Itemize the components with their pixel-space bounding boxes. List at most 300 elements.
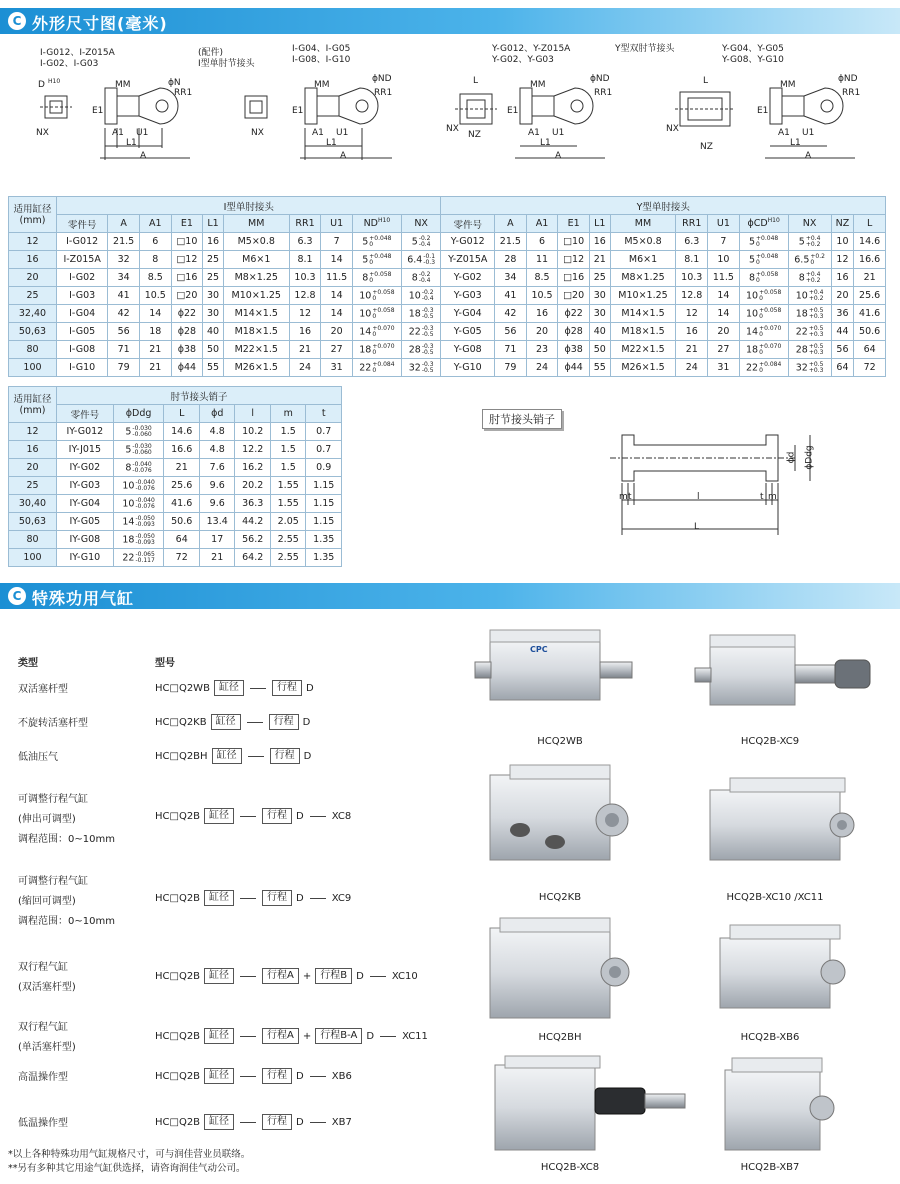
pin-l-cell: 56.2 — [235, 531, 271, 549]
pin-label-L: L — [694, 522, 700, 532]
tol-upper: -0.050 — [135, 532, 155, 540]
l-cell: 25.6 — [854, 287, 886, 305]
part-cell: IY-G10 — [57, 549, 114, 567]
part-cell: IY-G02 — [57, 459, 114, 477]
i-nd-cell — [352, 233, 401, 251]
tol-upper: +0.048 — [756, 234, 779, 242]
special-model-code — [155, 680, 314, 696]
label-MM: MM — [115, 80, 131, 90]
y-nx-cell — [788, 287, 831, 305]
i-cell: 21 — [139, 359, 171, 377]
y-cell: Y-G02 — [441, 269, 495, 287]
y-cell: 20 — [526, 323, 558, 341]
model-tail: D — [296, 1116, 304, 1128]
table-row — [9, 531, 342, 549]
tol-lower: +0.2 — [808, 294, 824, 302]
y-cell: ϕ44 — [558, 359, 590, 377]
tol-base: 6.5 — [794, 254, 810, 265]
y-nx-cell — [788, 359, 831, 377]
pin-m-cell: 2.05 — [270, 513, 306, 531]
i-cell: 21 — [289, 341, 321, 359]
i-nd-cell — [352, 287, 401, 305]
label-H10: H10 — [48, 78, 61, 85]
tol-upper: +0.5 — [808, 324, 824, 332]
label-L1-4: L1 — [790, 138, 801, 148]
i-cell: □10 — [171, 233, 203, 251]
y-cell: 10 — [708, 251, 740, 269]
label-A-4: A — [805, 151, 812, 161]
tol-upper: +0.084 — [759, 360, 782, 368]
y-models2-label: Y-G04、Y-G05 Y-G08、Y-G10 — [722, 44, 784, 65]
i-col-header: E1 — [171, 215, 203, 233]
tol-lower: -0.093 — [135, 538, 155, 546]
tol-upper: +0.058 — [369, 270, 392, 278]
tol-range — [422, 326, 434, 338]
y-cell: 8.1 — [676, 251, 708, 269]
model-tail: D — [296, 810, 304, 822]
nz-cell: 20 — [831, 287, 854, 305]
pin-m-cell: 1.5 — [270, 441, 306, 459]
tol-range — [372, 290, 394, 302]
photo-hcq2b-xb7 — [725, 1058, 834, 1150]
pin-t-cell: 1.15 — [306, 477, 342, 495]
label-RR1: RR1 — [174, 88, 193, 98]
tol-range — [135, 552, 154, 564]
tol-lower: -0.076 — [135, 484, 155, 492]
ddg-cell — [113, 495, 164, 513]
photo-hcq2b-xc9 — [695, 635, 870, 705]
i-nd-cell — [352, 341, 401, 359]
tol-lower: 0 — [372, 366, 377, 374]
tol-range — [809, 344, 824, 356]
col-model: 型号 — [155, 658, 175, 669]
table-row — [9, 305, 886, 323]
model-prefix: HC□Q2B — [155, 810, 201, 822]
y-cell: 21.5 — [495, 233, 527, 251]
stroke-box: 行程 — [269, 714, 299, 730]
i-nx-cell — [401, 341, 441, 359]
tol-range — [369, 272, 391, 284]
tol-base: 5 — [362, 254, 369, 265]
tol-range — [372, 362, 394, 374]
y-cell: 23 — [526, 341, 558, 359]
pin-d-cell: 7.6 — [199, 459, 235, 477]
tol-lower: -0.060 — [132, 448, 152, 456]
tol-range — [132, 462, 151, 474]
table-row — [9, 233, 886, 251]
pin-group-header: 肘节接头销子 — [57, 387, 342, 405]
i-cell: 34 — [108, 269, 140, 287]
i-cell: 7 — [321, 233, 353, 251]
y-cell: 14 — [708, 305, 740, 323]
i-cell: 41 — [108, 287, 140, 305]
y-cell: 71 — [495, 341, 527, 359]
i-cell: 8.5 — [139, 269, 171, 287]
i-col-header: A1 — [139, 215, 171, 233]
special-type-label: 双行程气缸 — [18, 1022, 68, 1033]
dash — [380, 1036, 396, 1037]
tol-upper: -0.2 — [421, 288, 434, 296]
pin-label-m: m — [619, 492, 628, 502]
y-cell: 20 — [708, 323, 740, 341]
ddg-cell — [113, 477, 164, 495]
model-prefix: HC□Q2BH — [155, 750, 208, 762]
tol-range — [759, 344, 781, 356]
tol-base: 18 — [359, 344, 372, 355]
label-MM-3: MM — [530, 80, 546, 90]
bore-box: 缸径 — [204, 1068, 234, 1084]
y-col-header: MM — [610, 215, 676, 233]
table-row — [9, 269, 886, 287]
y-cell: 50 — [589, 341, 610, 359]
tol-range — [135, 480, 154, 492]
pin-l-cell: 64.2 — [235, 549, 271, 567]
y-cell: 30 — [589, 287, 610, 305]
ddg-cell — [113, 423, 164, 441]
dash — [247, 722, 263, 723]
bore-cell: 12 — [9, 233, 57, 251]
y-cell: □12 — [558, 251, 590, 269]
nz-cell: 64 — [831, 359, 854, 377]
tol-range — [369, 236, 391, 248]
i-cell: M22×1.5 — [223, 341, 289, 359]
label-L1-3: L1 — [540, 138, 551, 148]
tol-base: 18 — [745, 344, 759, 355]
bore-cell: 100 — [9, 359, 57, 377]
tol-lower: 0 — [759, 312, 763, 320]
special-model-code — [155, 1114, 352, 1130]
tol-lower: -0.076 — [132, 466, 152, 474]
y-cell: □16 — [558, 269, 590, 287]
pin-t-cell: 1.15 — [306, 495, 342, 513]
y-cell: 11.5 — [708, 269, 740, 287]
tol-lower: +0.3 — [808, 330, 824, 338]
y-group-header: Y型单肘接头 — [441, 197, 886, 215]
bore-box: 缸径 — [204, 1028, 234, 1044]
special-type-label: 双活塞杆型 — [18, 684, 68, 695]
i-cell: 56 — [108, 323, 140, 341]
tol-base: 10 — [795, 290, 808, 301]
l-cell: 16.6 — [854, 251, 886, 269]
i-cell: I-G02 — [57, 269, 108, 287]
y-cell: 16 — [676, 323, 708, 341]
tol-range — [759, 290, 781, 302]
i-cell: M10×1.25 — [223, 287, 289, 305]
label-NZ-4: NZ — [700, 142, 713, 152]
tol-lower: 0 — [759, 348, 763, 356]
bore-cell: 25 — [9, 477, 57, 495]
label-RR1-3: RR1 — [594, 88, 613, 98]
tol-range — [422, 308, 434, 320]
tol-base: 14 — [745, 326, 759, 337]
y-cell: 41 — [495, 287, 527, 305]
i-cell: 10.5 — [139, 287, 171, 305]
pin-t-cell: 1.35 — [306, 531, 342, 549]
tol-upper: -0.030 — [132, 424, 152, 432]
l-cell: 14.6 — [854, 233, 886, 251]
tol-lower: +0.3 — [808, 348, 824, 356]
tol-lower: 0 — [756, 276, 760, 284]
tol-lower: 0 — [369, 240, 374, 248]
i-cell: 30 — [203, 287, 224, 305]
model-tail: D — [356, 970, 364, 982]
i-cell: 42 — [108, 305, 140, 323]
pin-t-cell: 1.15 — [306, 513, 342, 531]
joint-spec-table — [8, 196, 886, 377]
tol-base: 8 — [411, 272, 418, 283]
section-badge-icon: C — [8, 12, 26, 30]
tol-range — [422, 344, 434, 356]
bore-box: 缸径 — [212, 748, 242, 764]
label-A-2: A — [340, 151, 347, 161]
nd-sup: H10 — [378, 217, 391, 225]
i-cell: 8 — [139, 251, 171, 269]
tol-upper: -0.040 — [132, 460, 152, 468]
tol-range — [372, 308, 394, 320]
tol-base: 5 — [748, 254, 756, 265]
pin-L-cell: 50.6 — [164, 513, 200, 531]
label-U1: U1 — [136, 128, 149, 138]
special-type-label: (双活塞杆型) — [18, 982, 76, 993]
y-cell: Y-G04 — [441, 305, 495, 323]
ddg-cell — [113, 459, 164, 477]
pin-label-phid: ϕd — [786, 451, 797, 464]
label-MM-4: MM — [780, 80, 796, 90]
dash — [310, 898, 326, 899]
tol-lower: 0 — [756, 240, 760, 248]
i-cell: 71 — [108, 341, 140, 359]
i-group-header: I型单肘接头 — [57, 197, 441, 215]
table-row — [9, 477, 342, 495]
label-A1-3: A1 — [528, 128, 540, 138]
bore-cell: 30,40 — [9, 495, 57, 513]
bore-box: 缸径 — [204, 968, 234, 984]
tol-upper: -0.030 — [132, 442, 152, 450]
i-cell: 25 — [203, 269, 224, 287]
y-col-header: ϕCD$^{H10}$ — [739, 215, 788, 233]
y-cell: 40 — [589, 323, 610, 341]
tol-lower: 0 — [372, 330, 377, 338]
tol-upper: -0.065 — [135, 550, 155, 558]
pin-col-header: t — [306, 405, 342, 423]
dash — [240, 1076, 256, 1077]
tol-upper: -0.050 — [135, 514, 155, 522]
pin-L-cell: 64 — [164, 531, 200, 549]
special-model-code — [155, 808, 351, 824]
tol-range — [132, 426, 151, 438]
pin-L-cell: 16.6 — [164, 441, 200, 459]
y-cell: ϕ22 — [558, 305, 590, 323]
tol-range — [419, 236, 431, 248]
y-cell: 12.8 — [676, 287, 708, 305]
i-cell: 27 — [321, 341, 353, 359]
tol-base: 5 — [798, 236, 805, 247]
pin-col-header: 零件号 — [57, 405, 114, 423]
i-nx-cell — [401, 287, 441, 305]
tol-lower: 0 — [759, 294, 763, 302]
brand-logo: CPC — [530, 645, 548, 654]
label-E1-4: E1 — [757, 106, 769, 116]
tol-base: 5 — [748, 236, 756, 247]
pin-spec-table — [8, 386, 342, 567]
pin-d-cell: 13.4 — [199, 513, 235, 531]
section-header-dimensions — [0, 8, 900, 34]
model-prefix: HC□Q2B — [155, 1030, 201, 1042]
i-cell: M6×1 — [223, 251, 289, 269]
tol-range — [372, 326, 394, 338]
i-cell: M18×1.5 — [223, 323, 289, 341]
model-prefix: HC□Q2KB — [155, 716, 207, 728]
dash — [240, 1122, 256, 1123]
tol-range — [132, 444, 151, 456]
pin-label-t2: t — [760, 492, 764, 502]
photo-hcq2b-xb6 — [720, 925, 845, 1008]
pin-col-header: ϕDdg — [113, 405, 164, 423]
i-cell: I-G08 — [57, 341, 108, 359]
tol-lower: -0.060 — [132, 430, 152, 438]
i-cell: 16 — [203, 233, 224, 251]
i-cell: ϕ22 — [171, 305, 203, 323]
tol-lower: -0.117 — [135, 556, 155, 564]
y-cell: □10 — [558, 233, 590, 251]
label-NX-2: NX — [251, 128, 264, 138]
y-cell: 16 — [589, 233, 610, 251]
table-row — [9, 513, 342, 531]
caption-hcq2b-xb7: HCQ2B-XB7 — [740, 1162, 800, 1173]
tol-range — [369, 254, 391, 266]
stroke-box: 行程 — [262, 890, 292, 906]
pin-d-cell: 21 — [199, 549, 235, 567]
tol-upper: +0.058 — [759, 288, 782, 296]
i-col-header: MM — [223, 215, 289, 233]
pin-L-cell: 72 — [164, 549, 200, 567]
y-cell: M18×1.5 — [610, 323, 676, 341]
y-cell: Y-G03 — [441, 287, 495, 305]
label-U1-3: U1 — [552, 128, 565, 138]
tol-range — [422, 290, 434, 302]
label-NZ: NZ — [468, 130, 481, 140]
special-type-label: 调程范围：0~10mm — [18, 834, 115, 845]
y-col-header: L — [854, 215, 886, 233]
y-models-label: Y-G012、Y-Z015A Y-G02、Y-G03 — [492, 44, 571, 65]
tol-base: 10 — [745, 308, 759, 319]
pin-d-cell: 17 — [199, 531, 235, 549]
plus-sign: + — [302, 970, 312, 982]
y-cd-cell — [739, 251, 788, 269]
label-L1-2: L1 — [326, 138, 337, 148]
y-cell: 6 — [526, 233, 558, 251]
tol-upper: +0.5 — [808, 342, 824, 350]
pin-m-cell: 2.55 — [270, 531, 306, 549]
bore-cell: 80 — [9, 531, 57, 549]
label-E1-2: E1 — [292, 106, 304, 116]
label-phiND-3: ϕND — [590, 74, 610, 84]
i-cell: 50 — [203, 341, 224, 359]
model-suffix: XB6 — [331, 1070, 352, 1082]
pin-col-header: ϕd — [199, 405, 235, 423]
y-cell: 11 — [526, 251, 558, 269]
y-col-header: RR1 — [676, 215, 708, 233]
bore-cell: 12 — [9, 423, 57, 441]
plus-sign: + — [302, 1030, 312, 1042]
dash — [240, 1036, 256, 1037]
i-col-header: 零件号 — [57, 215, 108, 233]
tol-base: 18 — [408, 308, 421, 319]
table-row — [9, 459, 342, 477]
tol-base: 22 — [359, 362, 372, 373]
nz-cell: 56 — [831, 341, 854, 359]
caption-hcq2wb: HCQ2WB — [537, 736, 583, 747]
tol-upper: +0.058 — [759, 306, 782, 314]
photo-hcq2b-xc10 — [710, 778, 854, 860]
table-row — [9, 341, 886, 359]
l-cell: 21 — [854, 269, 886, 287]
tol-lower: 0 — [810, 258, 815, 266]
label-NX-3: NX — [446, 124, 459, 134]
i-cell: ϕ28 — [171, 323, 203, 341]
y-cell: 7 — [708, 233, 740, 251]
label-L1: L1 — [126, 138, 137, 148]
label-U1-4: U1 — [802, 128, 815, 138]
tol-base: 22 — [795, 326, 808, 337]
tol-upper: +0.5 — [808, 306, 824, 314]
stroke-box: 行程A — [262, 968, 299, 984]
i-cell: □20 — [171, 287, 203, 305]
tol-range — [809, 290, 824, 302]
i-cell: 40 — [203, 323, 224, 341]
model-tail: D — [302, 716, 311, 728]
pin-label-l: l — [697, 492, 700, 502]
tol-range — [759, 362, 781, 374]
model-prefix: HC□Q2B — [155, 1070, 201, 1082]
y-joint-label: Y型双肘节接头 — [615, 44, 675, 54]
tol-base: 10 — [408, 290, 421, 301]
tol-upper: -0.3 — [421, 324, 434, 332]
i-cell: I-G05 — [57, 323, 108, 341]
y-col-header: U1 — [708, 215, 740, 233]
photo-hcq2bh — [490, 918, 629, 1018]
section-badge-icon-2: C — [8, 587, 26, 605]
table-row — [9, 323, 886, 341]
tol-lower: 0 — [372, 348, 377, 356]
section-header-special — [0, 583, 900, 609]
tol-lower: -0.076 — [135, 502, 155, 510]
tol-upper: +0.2 — [810, 252, 825, 260]
model-suffix: XC11 — [402, 1030, 428, 1042]
tol-base: 32 — [795, 362, 808, 373]
pin-m-cell: 1.55 — [270, 477, 306, 495]
i-cell: M8×1.25 — [223, 269, 289, 287]
special-type-label: 调程范围：0~10mm — [18, 916, 115, 927]
dash — [310, 1076, 326, 1077]
table-row — [9, 287, 886, 305]
table-row — [9, 251, 886, 269]
y-cell: 10.5 — [526, 287, 558, 305]
tol-base: 6.4 — [407, 254, 423, 265]
part-cell: IY-G04 — [57, 495, 114, 513]
bore-cell: 25 — [9, 287, 57, 305]
special-type-label: 低油压气 — [18, 752, 58, 763]
ddg-cell — [113, 513, 164, 531]
i-cell: □16 — [171, 269, 203, 287]
model-prefix: HC□Q2B — [155, 970, 201, 982]
i-cell: I-G04 — [57, 305, 108, 323]
tol-lower: -0.5 — [421, 366, 434, 374]
y-cell: 8.5 — [526, 269, 558, 287]
y-col-header: 零件号 — [441, 215, 495, 233]
caption-hcq2b-xc9: HCQ2B-XC9 — [740, 736, 800, 747]
i-cell: 14 — [321, 287, 353, 305]
